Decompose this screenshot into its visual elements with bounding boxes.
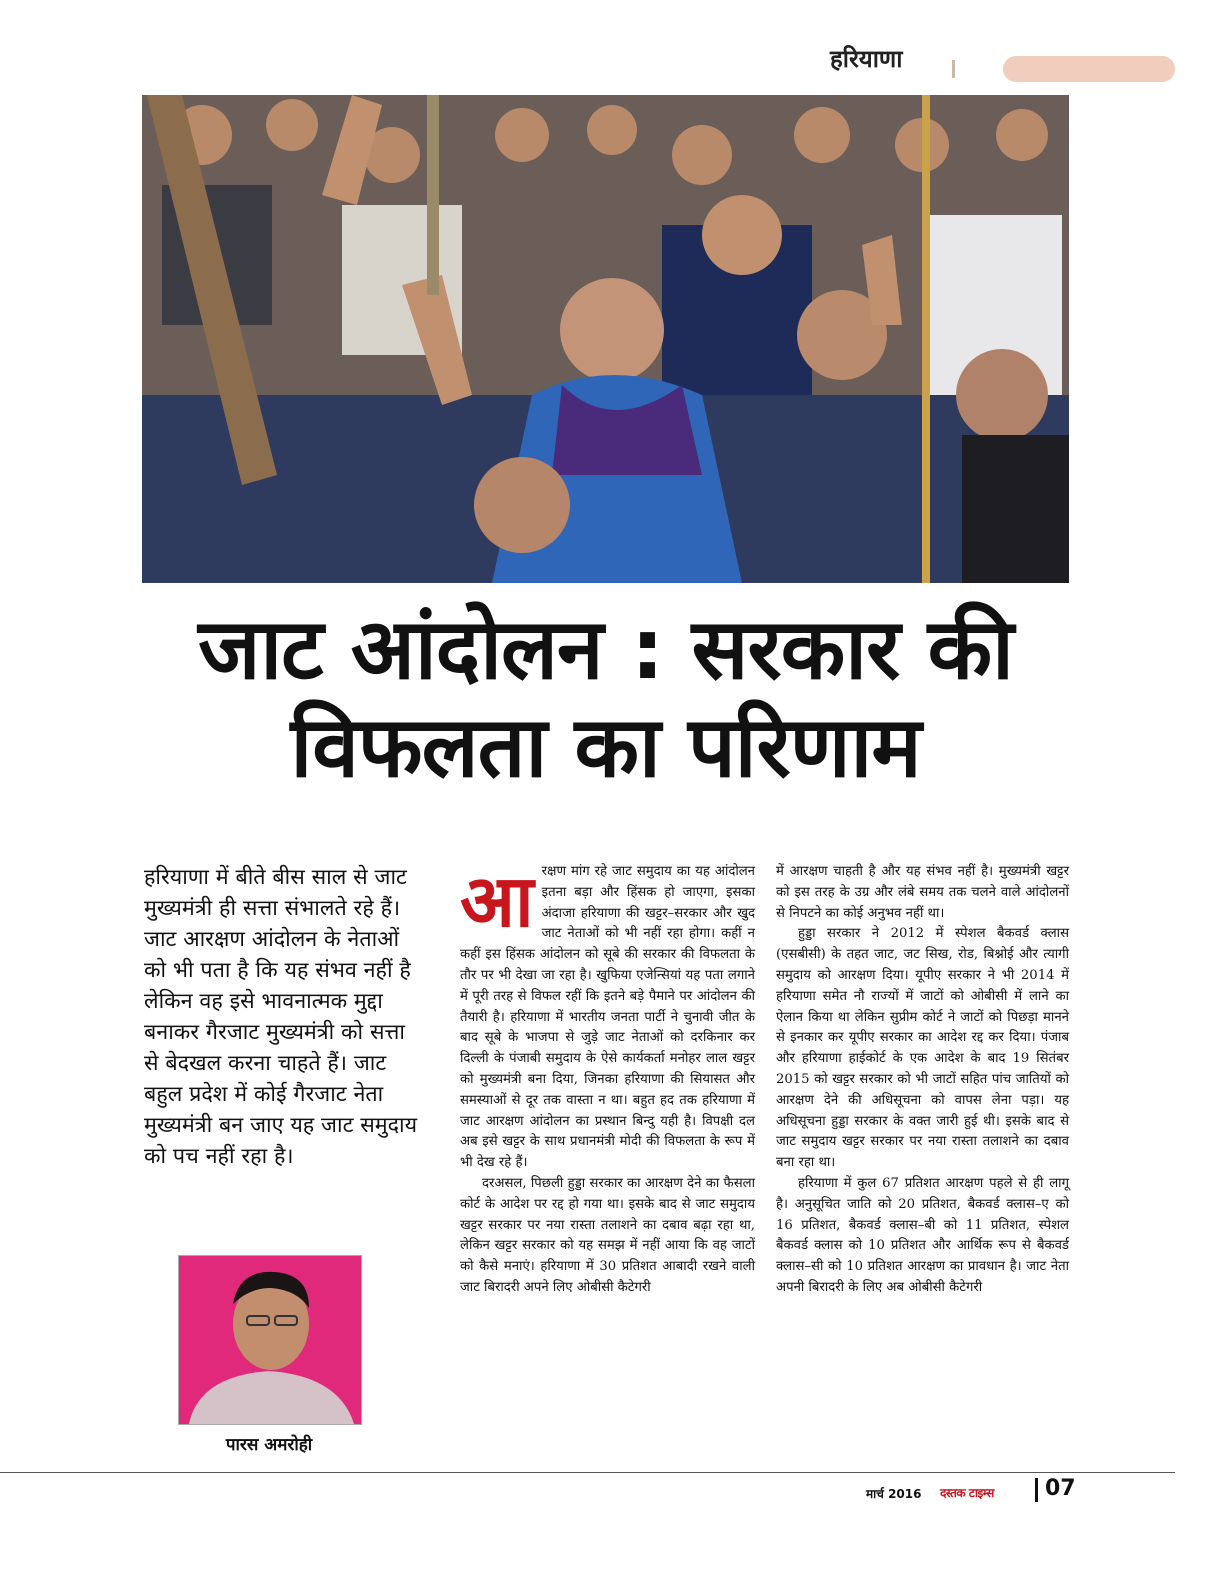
article-paragraph: रक्षण मांग रहे जाट समुदाय का यह आंदोलन इतना बड़ा और हिंसक हो जाएगा, इसका अंदाजा हरियाणा की खट्टर–सरकार और खुद जाट नेताओं को भी नहीं रहा होगा। कहीं न कहीं इस हिंसक आंदोलन को सूबे की सरकार की विफलता के तौर पर भी देखा जा रहा है। खुफिया एजेन्सियां यह पता लगाने में पूरी तरह से विफल रहीं कि इतने बड़े पैमाने पर आंदोलन की तैयारी है। हरियाणा में भारतीय जनता पार्टी ने चुनावी जीत के बाद सूबे के भाजपा से जुड़े जाट नेताओं को दरकिनार कर दिल्ली के पंजाबी समुदाय के ऐसे कार्यकर्ता मनोहर लाल खट्टर को मुख्यमंत्री बना दिया, जिनका हरियाणा की सियासत और समस्याओं से दूर तक वास्ता न था। बहुत हद तक हरियाणा में जाट आरक्षण आंदोलन का प्रस्थान बिन्दु यही है। विपक्षी दल अब इसे खट्टर के साथ प्रधानमंत्री मोदी की विफलता के रूप में भी देख रहे हैं। [460,864,755,1171]
header-divider [952,60,955,78]
header-decorative-bar [1003,56,1175,82]
footer-separator [1035,1478,1038,1502]
footer-rule [0,1472,1175,1473]
protest-photo [142,95,1069,583]
intro-blurb: हरियाणा में बीते बीस साल से जाट मुख्यमंत्री ही सत्ता संभालते रहे हैं। जाट आरक्षण आंदोलन के नेताओं को भी पता है कि यह संभव नहीं है लेकिन वह इसे भावनात्मक मुद्दा बनाकर गैरजाट मुख्यमंत्री को सत्ता से बेदखल करना चाहते हैं। जाट बहुल प्रदेश में कोई गैरजाट नेता मुख्यमंत्री बन जाए यह जाट समुदाय को पच नहीं रहा है। [144,865,418,1169]
article-paragraph: हुड्डा सरकार ने 2012 में स्पेशल बैकवर्ड क्लास (एसबीसी) के तहत जाट, जट सिख, रोड, बिश्नोई और त्यागी समुदाय को आरक्षण दिया। यूपीए सरकार ने भी 2014 में हरियाणा समेत नौ राज्यों में जाटों को ओबीसी में लाने का ऐलान किया था लेकिन सुप्रीम कोर्ट ने जाटों को पिछड़ा मानने से इनकार कर यूपीए सरकार का आदेश रद्द कर दिया। पंजाब और हरियाणा हाईकोर्ट के एक आदेश के बाद 19 सितंबर 2015 को खट्टर सरकार को भी जाटों सहित पांच जातियों को आरक्षण देने की अधिसूचना को वापस लेना पड़ा। यह अधिसूचना हुड्डा सरकार के वक्त जारी हुई थी। इसके बाद से जाट समुदाय खट्टर सरकार पर नया रास्ता तलाशने का दबाव बना रहा था। [776,926,1069,1171]
section-label: हरियाणा [830,45,903,73]
headline-line-2: विफलता का परिणाम [290,698,921,796]
drop-cap: आ [460,859,534,943]
article-column-3 [776,862,1069,1299]
headline-line-1: जाट आंदोलन : सरकार की [198,600,1013,698]
page-number: 07 [1045,1476,1076,1501]
article-paragraph: हरियाणा में कुल 67 प्रतिशत आरक्षण पहले से ही लागू है। अनुसूचित जाति को 20 प्रतिशत, बैकवर्ड क्लास–ए को 16 प्रतिशत, बैकवर्ड क्लास–बी को 11 प्रतिशत, स्पेशल बैकवर्ड क्लास को 10 प्रतिशत और आर्थिक रूप से बैकवर्ड क्लास–सी को 10 प्रतिशत आरक्षण का प्रावधान है। जाट नेता अपनी बिरादरी के लिए अब ओबीसी कैटेगरी [776,1175,1069,1295]
author-name: पारस अमरोही [225,1435,313,1455]
footer-brand-logo: दस्तक टाइम्स [940,1486,994,1500]
headline [142,600,1069,796]
footer-date: मार्च 2016 [866,1487,922,1501]
article-column-2 [460,859,755,1299]
author-photo [178,1255,362,1425]
article-paragraph: दरअसल, पिछली हुड्डा सरकार का आरक्षण देने का फैसला कोर्ट के आदेश पर रद्द हो गया था। इसके बाद से जाट समुदाय खट्टर सरकार पर नया रास्ता तलाशने का दबाव बढ़ा रहा था, लेकिन खट्टर सरकार को यह समझ में नहीं आया कि वह जाटों को कैसे मनाएं। हरियाणा में 30 प्रतिशत आबादी रखने वाली जाट बिरादरी अपने लिए ओबीसी कैटेगरी [460,1175,755,1295]
article-paragraph: में आरक्षण चाहती है और यह संभव नहीं है। मुख्यमंत्री खट्टर को इस तरह के उग्र और लंबे समय तक चलने वाले आंदोलनों से निपटने का कोई अनुभव नहीं था। [776,864,1069,921]
